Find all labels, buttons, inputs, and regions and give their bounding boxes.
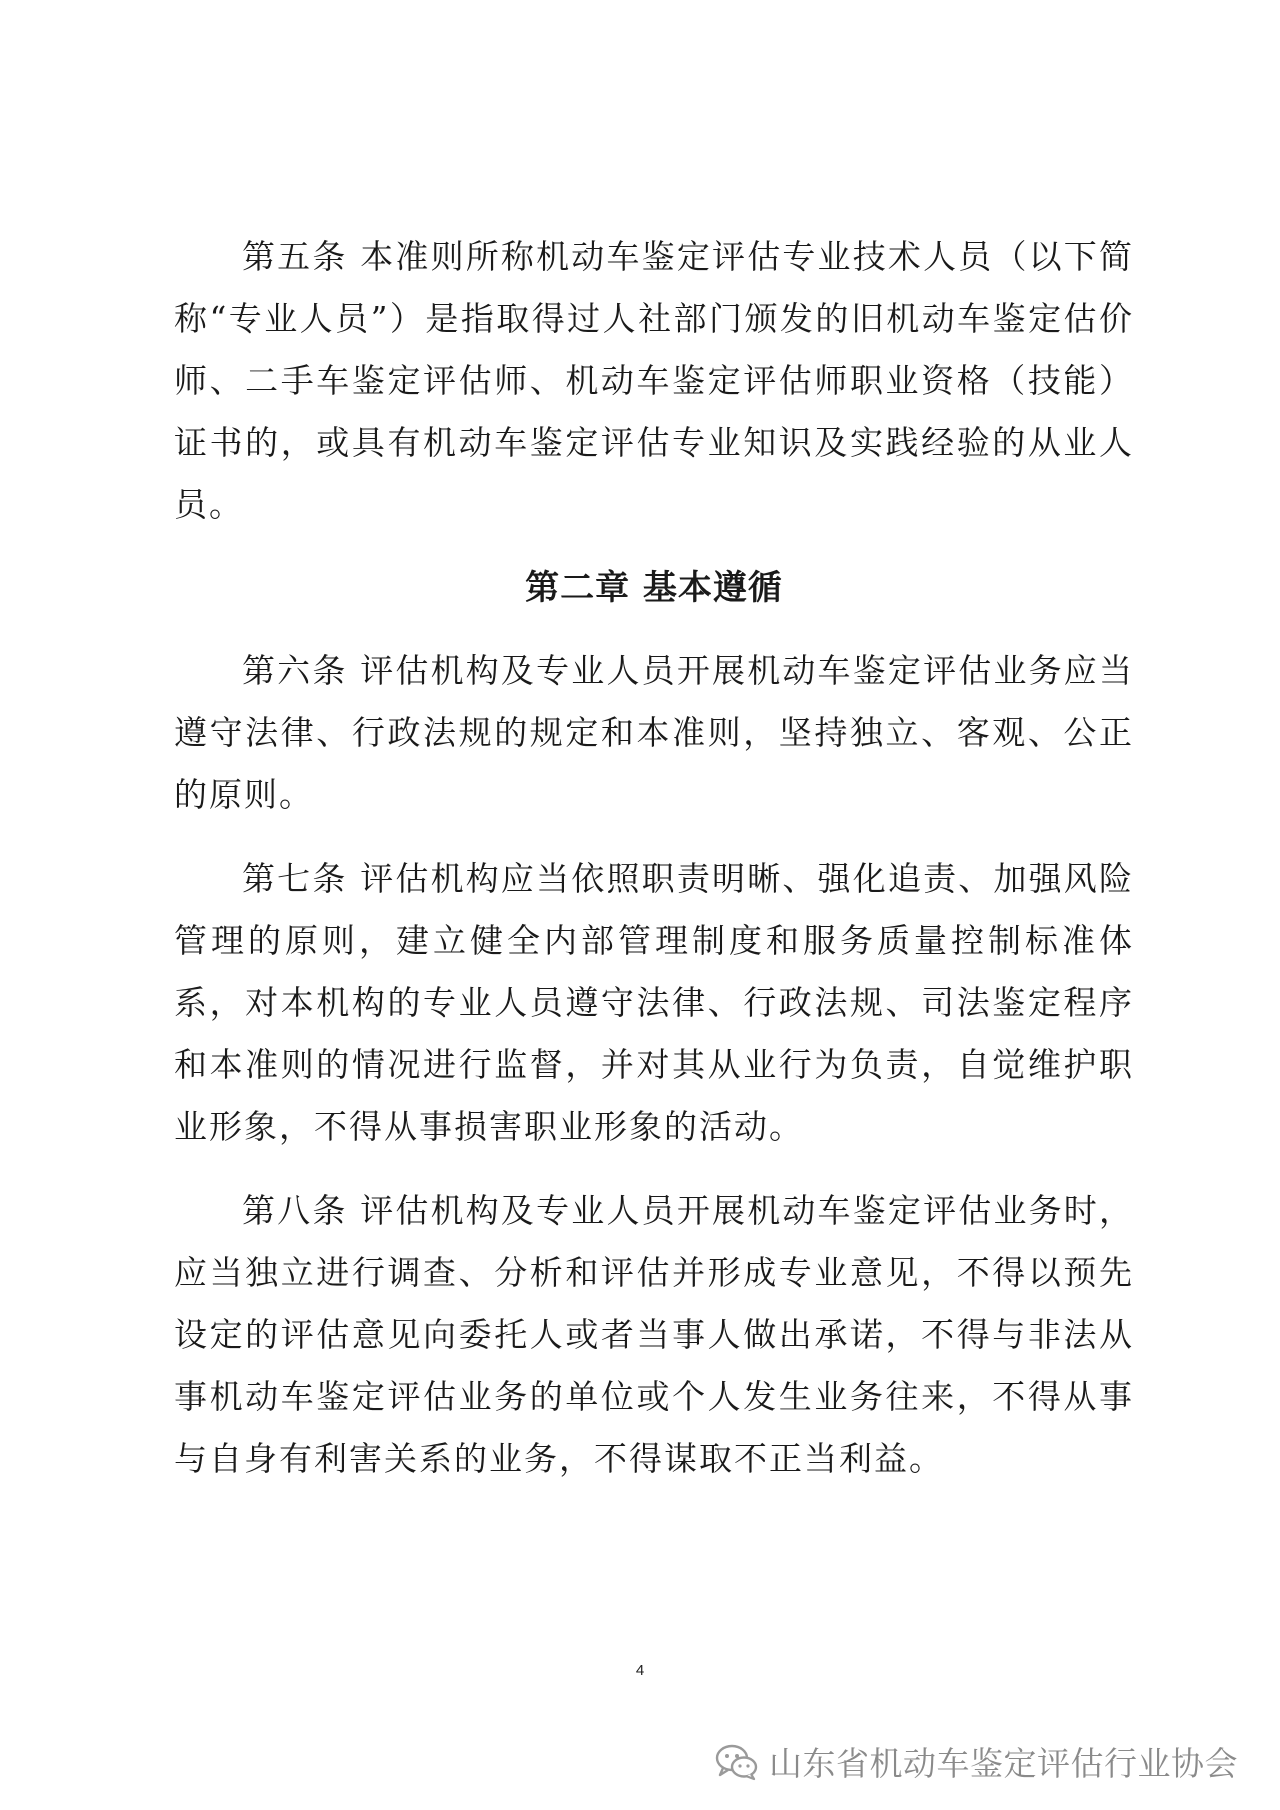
watermark [715,1738,1238,1785]
watermark-text: 山东省机动车鉴定评估行业协会 [769,1744,1238,1783]
article-7-paragraph: 第七条 评估机构应当依照职责明晰、强化追责、加强风险管理的原则，建立健全内部管理制度和服务质量控制标准体系，对本机构的专业人员遵守法律、行政法规、司法鉴定程序和本准则的情况进行监督，并对其从业行为负责，自觉维护职业形象，不得从事损害职业形象的活动。 [174,859,1134,1146]
article-6-paragraph: 第六条 评估机构及专业人员开展机动车鉴定评估业务应当遵守法律、行政法规的规定和本准则，坚持独立、客观、公正的原则。 [174,651,1134,814]
page-number: 4 [635,1662,645,1679]
document-body [174,226,1134,1512]
article-8-paragraph: 第八条 评估机构及专业人员开展机动车鉴定评估业务时，应当独立进行调查、分析和评估并形成专业意见，不得以预先设定的评估意见向委托人或者当事人做出承诺，不得与非法从事机动车鉴定评估业务的单位或个人发生业务往来，不得从事与自身有利害关系的业务，不得谋取不正当利益。 [174,1191,1134,1478]
article-5-paragraph: 第五条 本准则所称机动车鉴定评估专业技术人员（以下简称“专业人员”）是指取得过人社部门颁发的旧机动车鉴定估价师、二手车鉴定评估师、机动车鉴定评估师职业资格（技能）证书的，或具有机动车鉴定评估专业知识及实践经验的从业人员。 [174,237,1134,524]
wechat-icon [715,1742,759,1782]
chapter-heading: 第二章 基本遵循 [525,568,783,608]
